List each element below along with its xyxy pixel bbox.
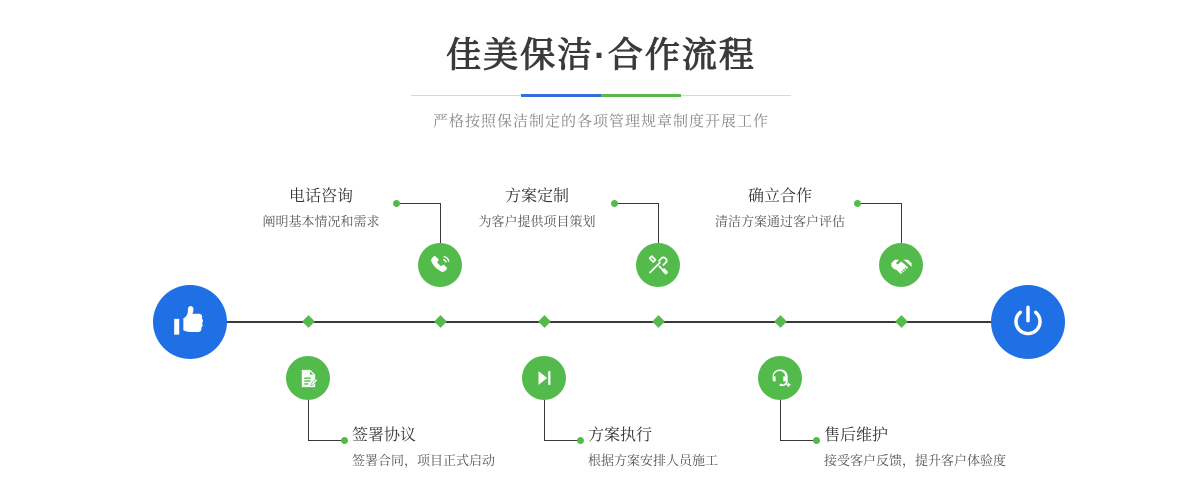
connector-line bbox=[308, 400, 309, 440]
connector-dot bbox=[611, 200, 618, 207]
axis-marker bbox=[302, 315, 315, 328]
axis-marker bbox=[652, 315, 665, 328]
headset-support-icon bbox=[769, 367, 792, 390]
page-subtitle: 严格按照保洁制定的各项管理规章制度开展工作 bbox=[432, 113, 769, 130]
step-desc: 根据方案安排人员施工 bbox=[588, 453, 719, 468]
thumbs-up-icon bbox=[171, 303, 209, 341]
timeline-end-node bbox=[991, 285, 1065, 359]
connector-line bbox=[440, 203, 441, 243]
step-desc: 清洁方案通过客户评估 bbox=[714, 214, 845, 229]
connector-line bbox=[857, 203, 901, 204]
axis-marker bbox=[774, 315, 787, 328]
document-edit-icon bbox=[297, 367, 320, 390]
step-desc: 签署合同，项目正式启动 bbox=[352, 453, 496, 468]
step-label-3 bbox=[462, 186, 612, 232]
axis-marker bbox=[434, 315, 447, 328]
step-title: 售后维护 bbox=[824, 427, 889, 444]
connector-dot bbox=[341, 437, 348, 444]
page-title: 佳美保洁·合作流程 bbox=[446, 36, 756, 75]
step-desc: 为客户提供项目策划 bbox=[478, 214, 596, 229]
tools-icon bbox=[646, 253, 670, 277]
connector-dot bbox=[854, 200, 861, 207]
axis-marker bbox=[538, 315, 551, 328]
step-label-5 bbox=[706, 186, 854, 232]
step-node-1 bbox=[418, 243, 462, 287]
connector-line bbox=[308, 440, 344, 441]
connector-line bbox=[780, 400, 781, 440]
connector-line bbox=[396, 203, 440, 204]
connector-line bbox=[658, 203, 659, 243]
step-node-4 bbox=[522, 356, 566, 400]
step-node-3 bbox=[636, 243, 680, 287]
step-desc: 接受客户反馈，提升客户体验度 bbox=[824, 453, 1007, 468]
connector-dot bbox=[813, 437, 820, 444]
step-title: 方案执行 bbox=[588, 427, 653, 444]
step-title: 签署协议 bbox=[352, 427, 417, 444]
step-label-6 bbox=[824, 425, 1006, 471]
connector-line bbox=[614, 203, 658, 204]
step-desc: 阐明基本情况和需求 bbox=[262, 214, 380, 229]
timeline-start-node bbox=[153, 285, 227, 359]
connector-line bbox=[901, 203, 902, 243]
connector-line bbox=[544, 440, 580, 441]
step-node-5 bbox=[879, 243, 923, 287]
axis-marker bbox=[895, 315, 908, 328]
step-title: 确立合作 bbox=[747, 188, 812, 205]
step-node-6 bbox=[758, 356, 802, 400]
connector-line bbox=[780, 440, 816, 441]
step-label-2 bbox=[352, 425, 495, 471]
phone-call-icon bbox=[428, 253, 452, 277]
power-icon bbox=[1008, 302, 1048, 342]
step-label-4 bbox=[588, 425, 718, 471]
play-next-icon bbox=[533, 367, 555, 389]
handshake-icon bbox=[889, 253, 914, 278]
step-title: 方案定制 bbox=[504, 188, 569, 205]
connector-line bbox=[544, 400, 545, 440]
step-label-1 bbox=[248, 186, 394, 232]
step-node-2 bbox=[286, 356, 330, 400]
step-title: 电话咨询 bbox=[288, 188, 353, 205]
connector-dot bbox=[577, 437, 584, 444]
connector-dot bbox=[393, 200, 400, 207]
